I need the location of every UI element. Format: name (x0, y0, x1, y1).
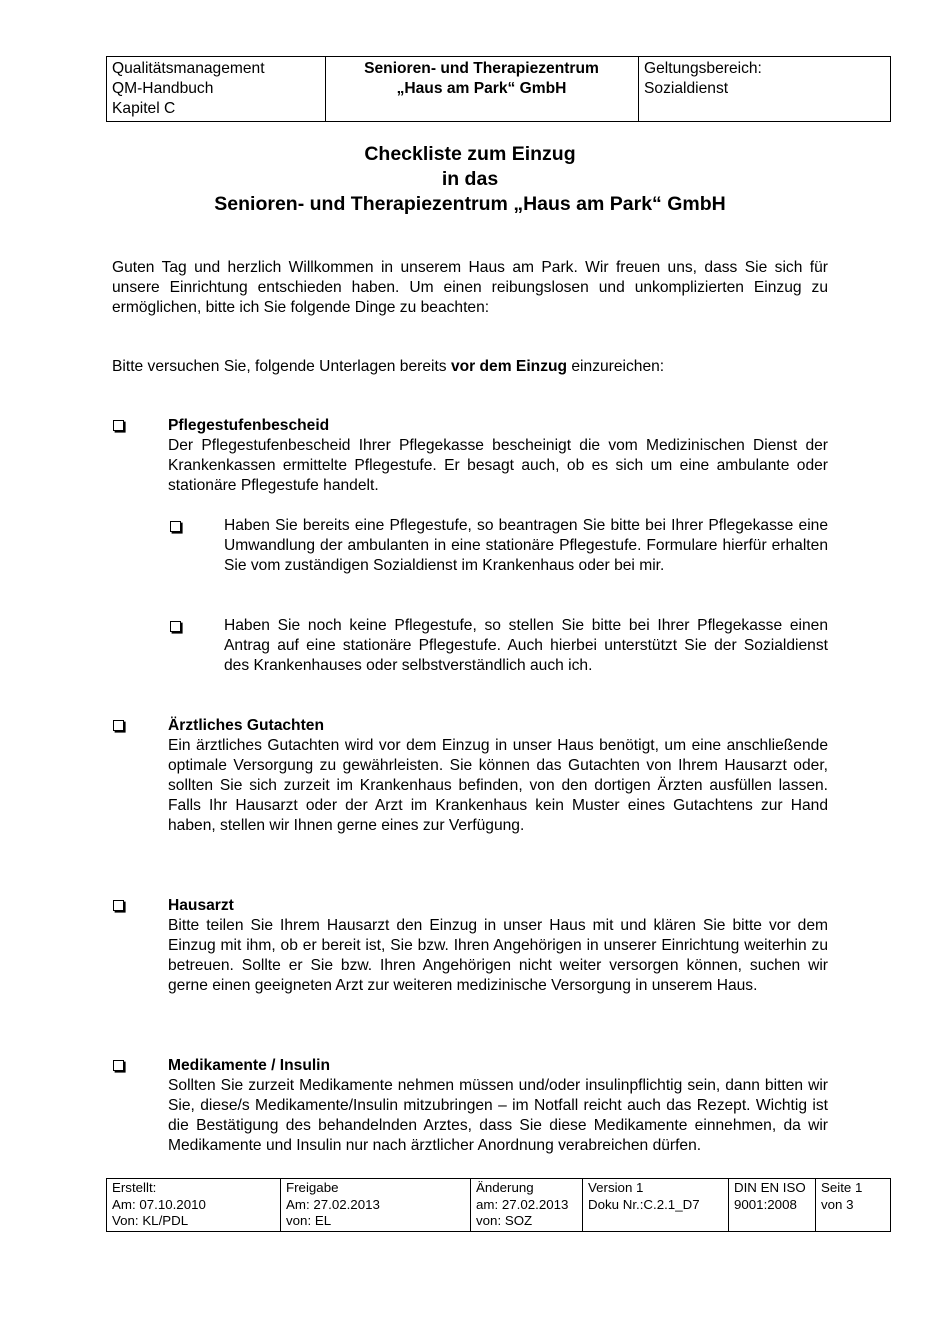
footer-version: Version 1 (588, 1180, 644, 1195)
footer-created-cell (107, 1179, 281, 1232)
header-left-cell (107, 57, 326, 122)
footer-created-label: Erstellt: (112, 1180, 157, 1195)
footer-created-by: Von: KL/PDL (112, 1213, 189, 1228)
header-chapter: Kapitel C (112, 100, 176, 117)
checkbox-icon[interactable] (170, 521, 181, 532)
item-text: Sollten Sie zurzeit Medikamente nehmen müssen und/oder insulinpflichtig sein, dann bitten wir Sie, diese/s Medikamente/Insulin mitzubringen – im Notfall reicht auch das Rezept. Wichtig ist die Bestätigung des behandelnden Arztes, dass Sie diese Medikamente einnehmen, da wir Medikamente und Insulin nur nach ärztlicher Anordnung verabreichen dürfen. (168, 1077, 828, 1154)
checkbox-icon[interactable] (113, 720, 124, 731)
instruction-after: einzureichen: (567, 358, 665, 375)
header-scope-label: Geltungsbereich: (644, 60, 762, 77)
header-handbook: QM-Handbuch (112, 80, 214, 97)
footer-table (106, 1178, 891, 1232)
instruction-before: Bitte versuchen Sie, folgende Unterlagen bereits (112, 358, 451, 375)
checkbox-icon[interactable] (113, 420, 124, 431)
instruction-paragraph (112, 357, 828, 377)
header-org-line1: Senioren- und Therapiezentrum (364, 60, 599, 77)
checklist-item-medikamente (168, 1056, 828, 1156)
checklist-item-pflegestufenbescheid (168, 416, 828, 496)
header-org-line2: „Haus am Park“ GmbH (396, 80, 567, 97)
footer-version-cell (583, 1179, 729, 1232)
footer-norm-line1: DIN EN ISO (734, 1180, 806, 1195)
title-line-3: Senioren- und Therapiezentrum „Haus am Park“ GmbH (214, 193, 726, 215)
footer-norm-line2: 9001:2008 (734, 1196, 797, 1212)
checkbox-icon[interactable] (170, 621, 181, 632)
instruction-bold: vor dem Einzug (450, 358, 568, 375)
footer-approval-cell (281, 1179, 471, 1232)
footer-page-number: Seite 1 (821, 1180, 863, 1195)
checkbox-icon[interactable] (113, 1060, 124, 1071)
footer-change-date: am: 27.02.2013 (476, 1196, 569, 1212)
item-heading: Hausarzt (168, 897, 234, 914)
footer-change-label: Änderung (476, 1180, 534, 1195)
footer-approval-label: Freigabe (286, 1180, 339, 1195)
intro-paragraph: Guten Tag und herzlich Willkommen in unserem Haus am Park. Wir freuen uns, dass Sie sich für unsere Einrichtung entschieden haben. Um einen reibungslosen und unkomplizierten Einzug zu ermöglichen, bitte ich Sie folgende Dinge zu beachten: (112, 259, 828, 316)
title-line-1: Checkliste zum Einzug (364, 143, 576, 165)
sub-item-existing-stufe: Haben Sie bereits eine Pflegestufe, so beantragen Sie bitte bei Ihrer Pflegekasse eine Umwandlung der ambulanten in eine stationäre Pflegestufe. Formulare hierfür erhalten Sie vom zuständigen Sozialdienst im Krankenhaus oder bei mir. (224, 517, 828, 574)
footer-approval-date: Am: 27.02.2013 (286, 1196, 380, 1212)
checkbox-icon[interactable] (113, 900, 124, 911)
item-text: Bitte teilen Sie Ihrem Hausarzt den Einzug in unser Haus mit und klären Sie bitte vor dem Einzug mit ihm, ob er bereit ist, Sie bzw. Ihren Angehörigen in unserer Einrichtung weiterhin zu betreuen. Sollte er Sie bzw. Ihren Angehörigen nicht weiter versorgen können, suchen wir gerne einen geeigneten Arzt zur weiteren medizinische Versorgung in unserem Haus. (168, 917, 828, 994)
item-text: Der Pflegestufenbescheid Ihrer Pflegekasse bescheinigt die vom Medizinischen Dienst der Krankenkassen ermittelte Pflegestufe. Er besagt auch, ob es sich um eine ambulante oder stationäre Pflegestufe handelt. (168, 437, 828, 494)
footer-page-total: von 3 (821, 1196, 854, 1212)
checklist-item-gutachten (168, 716, 828, 836)
footer-change-cell (471, 1179, 583, 1232)
title-line-2: in das (441, 168, 499, 190)
header-table (106, 56, 891, 122)
header-scope-value: Sozialdienst (644, 80, 729, 97)
footer-change-by: von: SOZ (476, 1213, 533, 1228)
checklist-item-hausarzt (168, 896, 828, 996)
item-heading: Medikamente / Insulin (168, 1057, 331, 1074)
footer-created-date: Am: 07.10.2010 (112, 1196, 206, 1212)
item-text: Ein ärztliches Gutachten wird vor dem Einzug in unser Haus benötigt, um eine anschließende optimale Versorgung zu gewährleisten. Sie können das Gutachten von Ihrem Hausarzt oder, sollten Sie sich zurzeit im Krankenhaus befinden, von den dortigen Ärzten ausfüllen lassen. Falls Ihr Hausarzt oder der Arzt im Krankenhaus kein Muster eines Gutachtens zur Hand haben, stellen wir Ihnen gerne eines zur Verfügung. (168, 737, 828, 834)
footer-page-cell (816, 1179, 891, 1232)
footer-norm-cell (729, 1179, 816, 1232)
footer-approval-by: von: EL (286, 1213, 332, 1228)
page-title (0, 142, 940, 217)
item-heading: Ärztliches Gutachten (168, 717, 324, 734)
footer-doc-number: Doku Nr.:C.2.1_D7 (588, 1196, 700, 1212)
header-qm: Qualitätsmanagement (112, 60, 265, 77)
header-center-cell (326, 57, 639, 122)
item-heading: Pflegestufenbescheid (168, 417, 330, 434)
header-right-cell (639, 57, 891, 122)
sub-item-no-stufe: Haben Sie noch keine Pflegestufe, so stellen Sie bitte bei Ihrer Pflegekasse einen Antrag auf eine stationäre Pflegestufe. Auch hierbei unterstützt Sie der Sozialdienst des Krankenhauses oder selbstverständlich auch ich. (224, 617, 828, 674)
